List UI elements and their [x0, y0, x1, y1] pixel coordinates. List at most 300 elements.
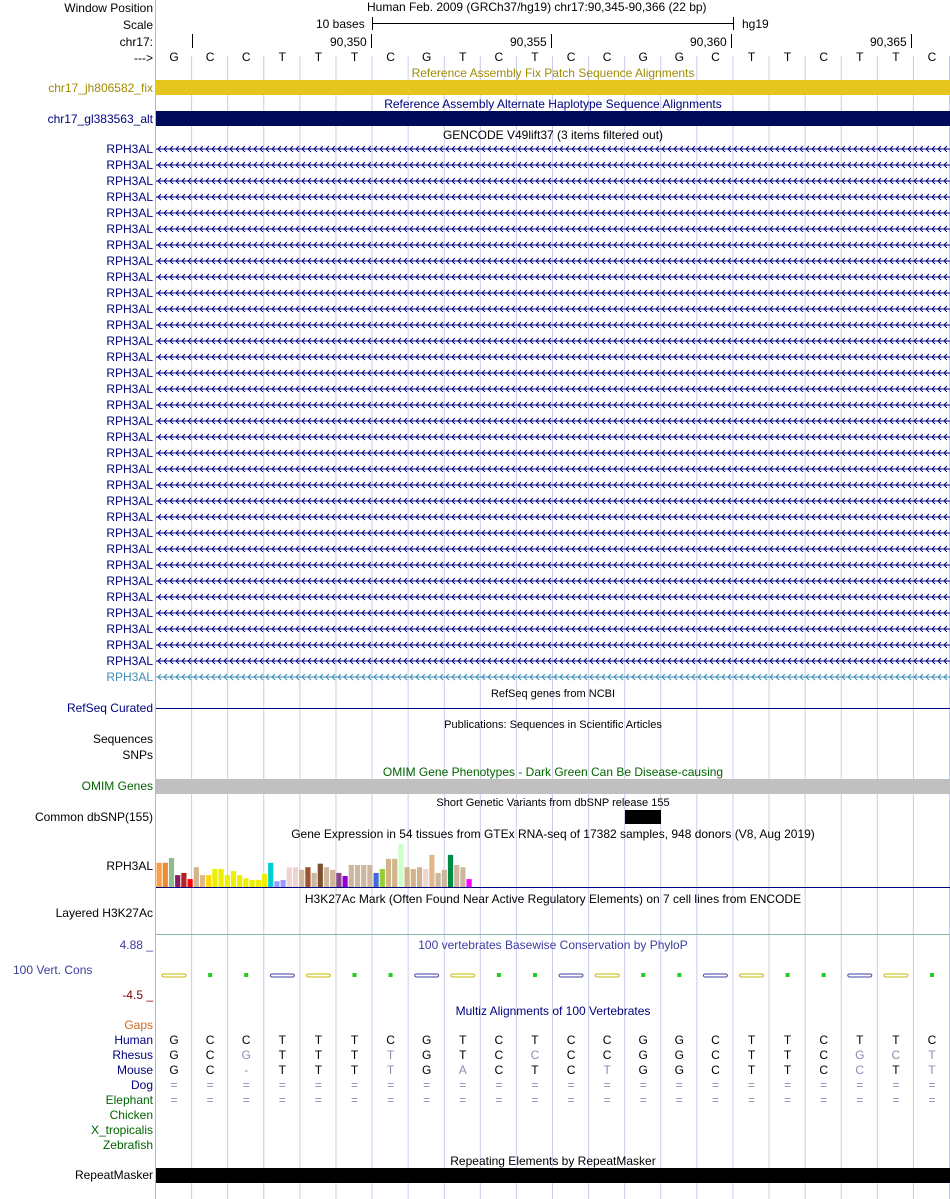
base-letter: T	[783, 50, 792, 64]
gencode-gene-label[interactable]: RPH3AL	[106, 670, 153, 684]
gencode-gene-label[interactable]: RPH3AL	[106, 574, 153, 588]
multiz-species-label[interactable]: Rhesus	[112, 1048, 153, 1062]
h3k27ac-track-title[interactable]: H3K27Ac Mark (Often Found Near Active Regulatory Elements) on 7 cell lines from ENCODE	[304, 892, 802, 906]
gencode-track-title[interactable]: GENCODE V49lift37 (3 items filtered out)	[442, 128, 664, 142]
multiz-base: =	[784, 1078, 792, 1092]
conservation-glyph	[703, 974, 727, 977]
gtex-tissue-bar[interactable]	[312, 873, 317, 887]
base-letter: G	[422, 50, 432, 64]
multiz-base: =	[928, 1078, 936, 1092]
gencode-gene-label[interactable]: RPH3AL	[106, 622, 153, 636]
multiz-base: T	[892, 1063, 900, 1077]
conservation-glyph	[848, 974, 872, 977]
publications-sequences-label[interactable]: Sequences	[92, 732, 153, 746]
gencode-gene-label[interactable]: RPH3AL	[106, 302, 153, 316]
base-letter: G	[638, 50, 648, 64]
multiz-species-label[interactable]: Zebrafish	[102, 1138, 153, 1152]
multiz-base: =	[278, 1093, 286, 1107]
gtex-tissue-bar[interactable]	[411, 869, 416, 887]
gtex-label[interactable]: RPH3AL	[106, 859, 153, 873]
scale-bar-left-cap	[372, 17, 373, 30]
multiz-base: G	[674, 1033, 684, 1047]
multiz-base: C	[819, 1048, 828, 1062]
gtex-tissue-bar[interactable]	[467, 879, 472, 887]
refseq-track-title[interactable]: RefSeq genes from NCBI	[490, 688, 616, 700]
omim-track-title[interactable]: OMIM Gene Phenotypes - Dark Green Can Be Disease-causing	[382, 765, 724, 779]
gencode-gene-label[interactable]: RPH3AL	[106, 366, 153, 380]
gencode-gene-label[interactable]: RPH3AL	[106, 478, 153, 492]
conservation-glyph	[677, 973, 681, 977]
multiz-base: =	[495, 1078, 503, 1092]
multiz-base: C	[241, 1033, 251, 1047]
gencode-transcript[interactable]	[156, 512, 950, 522]
multiz-base: T	[278, 1048, 286, 1062]
multiz-base: =	[170, 1078, 178, 1092]
conservation-glyph	[641, 973, 645, 977]
multiz-base: C	[602, 1048, 612, 1062]
multiz-base: C	[494, 1033, 504, 1047]
gencode-gene-label[interactable]: RPH3AL	[106, 270, 153, 284]
gtex-tissue-bar[interactable]	[287, 867, 292, 887]
repeatmasker-track-title[interactable]: Repeating Elements by RepeatMasker	[450, 1154, 656, 1168]
gencode-gene-label[interactable]: RPH3AL	[106, 206, 153, 220]
gencode-transcript[interactable]	[156, 544, 950, 554]
multiz-base: T	[278, 1063, 286, 1077]
gencode-transcript[interactable]	[156, 480, 950, 490]
gtex-tissue-bar[interactable]	[336, 873, 341, 887]
gencode-transcript[interactable]	[156, 272, 950, 282]
gtex-tissue-bar[interactable]	[343, 876, 348, 887]
conservation-glyph	[786, 973, 790, 977]
gtex-tissue-bar[interactable]	[417, 867, 422, 887]
gencode-gene-label[interactable]: RPH3AL	[106, 382, 153, 396]
gtex-tissue-bar[interactable]	[367, 865, 372, 887]
conservation-glyph	[353, 973, 357, 977]
base-letter: T	[278, 50, 286, 64]
gtex-tissue-bar[interactable]	[212, 869, 217, 887]
assembly-title[interactable]: Human Feb. 2009 (GRCh37/hg19) chr17:90,345-90,366 (22 bp)	[367, 0, 707, 14]
base-letter: T	[350, 50, 359, 64]
gtex-tissue-bar[interactable]	[448, 855, 453, 887]
gtex-tissue-bar[interactable]	[225, 875, 230, 887]
multiz-base: T	[350, 1048, 359, 1062]
multiz-base: G	[422, 1063, 432, 1077]
conservation-glyph	[559, 974, 583, 977]
conservation-glyph	[415, 974, 439, 977]
gtex-tissue-bar[interactable]	[429, 855, 434, 887]
gencode-transcript[interactable]	[156, 224, 950, 234]
gencode-transcript[interactable]	[156, 384, 950, 394]
multiz-base: T	[314, 1033, 323, 1047]
multiz-base: C	[566, 1048, 576, 1062]
gtex-tissue-bar[interactable]	[200, 875, 205, 887]
conservation-glyph	[595, 974, 619, 977]
gencode-gene-label[interactable]: RPH3AL	[106, 190, 153, 204]
conservation-glyph	[884, 974, 908, 977]
gencode-transcript[interactable]	[156, 256, 950, 266]
multiz-base: T	[747, 1033, 756, 1047]
multiz-base: T	[928, 1063, 936, 1077]
base-letter: C	[711, 50, 720, 64]
gtex-tissue-bar[interactable]	[231, 871, 236, 887]
gencode-gene-label[interactable]: RPH3AL	[106, 350, 153, 364]
gencode-transcript[interactable]	[156, 608, 950, 618]
gencode-transcript[interactable]	[156, 368, 950, 378]
multiz-base: =	[531, 1093, 539, 1107]
conservation-glyph	[930, 973, 934, 977]
conservation-glyph	[451, 974, 475, 977]
gencode-gene-label[interactable]: RPH3AL	[106, 174, 153, 188]
alt-haplotype-label[interactable]: chr17_gl383563_alt	[47, 112, 153, 126]
scale-bar-right-cap	[733, 17, 734, 30]
ruler-tick-label: 90,355	[510, 35, 547, 49]
gencode-transcript[interactable]	[156, 640, 950, 650]
multiz-base: T	[459, 1048, 467, 1062]
gencode-transcript[interactable]	[156, 592, 950, 602]
gencode-transcript[interactable]	[156, 208, 950, 218]
multiz-base: G	[638, 1048, 648, 1062]
conservation-graph[interactable]	[156, 968, 950, 988]
multiz-base: =	[242, 1078, 250, 1092]
gencode-transcript[interactable]	[156, 560, 950, 570]
multiz-base: C	[205, 1063, 215, 1077]
h3k27ac-signal	[156, 934, 950, 935]
multiz-species-label[interactable]: Elephant	[105, 1093, 153, 1107]
gencode-transcript[interactable]	[156, 288, 950, 298]
multiz-base: T	[892, 1033, 900, 1047]
dbsnp-variant[interactable]	[625, 810, 661, 824]
base-letter: T	[314, 50, 323, 64]
gencode-gene-label[interactable]: RPH3AL	[106, 222, 153, 236]
gencode-gene-label[interactable]: RPH3AL	[106, 318, 153, 332]
gtex-tissue-bar[interactable]	[349, 865, 354, 887]
gencode-gene-label[interactable]: RPH3AL	[106, 414, 153, 428]
multiz-species-label[interactable]: Mouse	[116, 1063, 153, 1077]
multiz-base: =	[856, 1093, 864, 1107]
multiz-base: A	[458, 1063, 467, 1077]
multiz-base: T	[314, 1048, 323, 1062]
gencode-gene-label[interactable]: RPH3AL	[106, 590, 153, 604]
multiz-base: =	[314, 1093, 322, 1107]
repeatmasker-label[interactable]: RepeatMasker	[74, 1168, 153, 1182]
h3k27ac-label[interactable]: Layered H3K27Ac	[55, 906, 153, 920]
base-letter: C	[494, 50, 504, 64]
gencode-transcript[interactable]	[156, 144, 950, 154]
gencode-transcript[interactable]	[156, 416, 950, 426]
gencode-transcript[interactable]	[156, 176, 950, 186]
gencode-gene-label[interactable]: RPH3AL	[106, 446, 153, 460]
refseq-label[interactable]: RefSeq Curated	[66, 701, 153, 715]
ruler-tick-label: 90,365	[870, 35, 907, 49]
multiz-base: =	[567, 1093, 575, 1107]
gtex-tissue-bar[interactable]	[237, 875, 242, 887]
gtex-tissue-bar[interactable]	[423, 869, 428, 887]
gtex-tissue-bar[interactable]	[324, 867, 329, 887]
alt-haplotype-bar[interactable]	[156, 111, 950, 126]
multiz-base: =	[350, 1093, 358, 1107]
base-letter: C	[927, 50, 937, 64]
multiz-base: C	[566, 1063, 576, 1077]
repeatmasker-bar[interactable]	[156, 1168, 950, 1183]
conservation-max-label: 4.88 _	[119, 938, 153, 952]
gencode-transcript[interactable]	[156, 528, 950, 538]
gtex-tissue-bar[interactable]	[243, 878, 248, 887]
multiz-base: =	[387, 1078, 395, 1092]
gencode-gene-label[interactable]: RPH3AL	[106, 638, 153, 652]
gencode-transcript[interactable]	[156, 672, 950, 682]
multiz-base: =	[711, 1093, 719, 1107]
gencode-gene-label[interactable]: RPH3AL	[106, 158, 153, 172]
gtex-tissue-bar[interactable]	[392, 859, 397, 887]
multiz-base: =	[531, 1078, 539, 1092]
base-letter: C	[386, 50, 395, 64]
base-letter: G	[674, 50, 684, 64]
conservation-glyph	[162, 974, 186, 977]
gtex-tissue-bar[interactable]	[442, 870, 447, 887]
conservation-glyph	[497, 973, 501, 977]
omim-bar[interactable]	[156, 779, 950, 794]
gencode-gene-label[interactable]: RPH3AL	[106, 462, 153, 476]
multiz-base: T	[314, 1063, 323, 1077]
gencode-gene-label[interactable]: RPH3AL	[106, 494, 153, 508]
chrom-label: chr17:	[119, 35, 153, 49]
multiz-base: T	[747, 1048, 756, 1062]
gencode-gene-label[interactable]: RPH3AL	[106, 526, 153, 540]
multiz-base: T	[459, 1033, 467, 1047]
multiz-base: T	[928, 1048, 936, 1062]
gtex-tissue-bar[interactable]	[355, 865, 360, 887]
multiz-species-label[interactable]: X_tropicalis	[90, 1123, 153, 1137]
multiz-species-label[interactable]: Human	[114, 1033, 153, 1047]
gencode-gene-label[interactable]: RPH3AL	[106, 430, 153, 444]
multiz-base: =	[603, 1078, 611, 1092]
gtex-tissue-bar[interactable]	[175, 875, 180, 887]
multiz-base: G	[422, 1048, 432, 1062]
ruler-tick	[192, 34, 193, 48]
multiz-base: C	[602, 1033, 612, 1047]
multiz-base: G	[855, 1048, 865, 1062]
multiz-base: =	[820, 1093, 828, 1107]
gencode-gene-label[interactable]: RPH3AL	[106, 558, 153, 572]
dbsnp-label[interactable]: Common dbSNP(155)	[34, 810, 153, 824]
multiz-base: G	[638, 1063, 648, 1077]
multiz-base: =	[675, 1078, 683, 1092]
multiz-base: =	[206, 1093, 214, 1107]
multiz-base: G	[674, 1063, 684, 1077]
gtex-tissue-bar[interactable]	[386, 859, 391, 887]
gencode-transcript[interactable]	[156, 464, 950, 474]
ruler-tick	[551, 34, 552, 48]
multiz-base: C	[494, 1048, 504, 1062]
strand-label: --->	[134, 51, 153, 65]
multiz-base: =	[784, 1093, 792, 1107]
base-letter: T	[856, 50, 864, 64]
conservation-glyph	[822, 973, 826, 977]
gencode-gene-label[interactable]: RPH3AL	[106, 286, 153, 300]
gencode-transcript[interactable]	[156, 656, 950, 666]
conservation-track-title[interactable]: 100 vertebrates Basewise Conservation by PhyloP	[418, 938, 688, 952]
gtex-tissue-bar[interactable]	[380, 869, 385, 887]
gencode-transcript[interactable]	[156, 432, 950, 442]
gencode-gene-label[interactable]: RPH3AL	[106, 654, 153, 668]
multiz-base: =	[459, 1093, 467, 1107]
gtex-tissue-bar[interactable]	[262, 874, 267, 887]
multiz-base: =	[387, 1093, 395, 1107]
fix-patch-label[interactable]: chr17_jh806582_fix	[48, 81, 153, 95]
multiz-base: T	[783, 1063, 792, 1077]
gtex-tissue-bar[interactable]	[169, 858, 174, 887]
gtex-bar-chart[interactable]	[156, 842, 950, 888]
multiz-base: =	[314, 1078, 322, 1092]
base-letter: T	[747, 50, 756, 64]
multiz-base: C	[494, 1063, 504, 1077]
multiz-base: =	[423, 1078, 431, 1092]
multiz-base: C	[386, 1033, 395, 1047]
multiz-base: =	[747, 1093, 755, 1107]
multiz-base: T	[278, 1033, 286, 1047]
gencode-transcript[interactable]	[156, 336, 950, 346]
alt-haplotype-track-title[interactable]: Reference Assembly Alternate Haplotype Sequence Alignments	[384, 97, 722, 111]
base-letter: C	[566, 50, 576, 64]
multiz-base: C	[711, 1063, 720, 1077]
ruler-tick-label: 90,350	[330, 35, 367, 49]
gencode-gene-label[interactable]: RPH3AL	[106, 142, 153, 156]
gencode-transcript[interactable]	[156, 496, 950, 506]
multiz-base: =	[567, 1078, 575, 1092]
gencode-gene-label[interactable]: RPH3AL	[106, 254, 153, 268]
gencode-gene-label[interactable]: RPH3AL	[106, 510, 153, 524]
conservation-glyph	[270, 974, 294, 977]
fix-patch-track-title[interactable]: Reference Assembly Fix Patch Sequence Alignments	[411, 66, 695, 80]
base-letter: C	[602, 50, 612, 64]
gtex-tissue-bar[interactable]	[163, 863, 168, 887]
gencode-transcript[interactable]	[156, 400, 950, 410]
window-position-label: Window Position	[64, 1, 153, 15]
gencode-transcript[interactable]	[156, 240, 950, 250]
conservation-glyph	[389, 973, 393, 977]
gencode-gene-label[interactable]: RPH3AL	[106, 606, 153, 620]
publications-track-title[interactable]: Publications: Sequences in Scientific Articles	[444, 719, 662, 731]
multiz-base: =	[639, 1078, 647, 1092]
multiz-base: C	[891, 1048, 901, 1062]
gencode-transcript[interactable]	[156, 160, 950, 170]
gtex-tissue-bar[interactable]	[436, 873, 441, 887]
gtex-baseline	[156, 887, 950, 888]
multiz-base: C	[711, 1033, 720, 1047]
gtex-tissue-bar[interactable]	[405, 867, 410, 887]
gtex-tissue-bar[interactable]	[374, 873, 379, 887]
refseq-intron-line[interactable]	[156, 708, 950, 709]
gencode-gene-label[interactable]: RPH3AL	[106, 238, 153, 252]
gencode-transcript[interactable]	[156, 448, 950, 458]
multiz-base: G	[169, 1063, 179, 1077]
multiz-base: =	[350, 1078, 358, 1092]
gtex-tissue-bar[interactable]	[299, 870, 304, 887]
publications-snps-label[interactable]: SNPs	[122, 748, 153, 762]
gtex-tissue-bar[interactable]	[268, 863, 273, 887]
gtex-tissue-bar[interactable]	[293, 867, 298, 887]
multiz-base: C	[711, 1048, 720, 1062]
fix-patch-bar[interactable]	[156, 80, 950, 95]
assembly-name: hg19	[742, 17, 769, 31]
gencode-transcript[interactable]	[156, 192, 950, 202]
gtex-tissue-bar[interactable]	[157, 863, 162, 887]
multiz-species-label[interactable]: Chicken	[109, 1108, 153, 1122]
gencode-gene-label[interactable]: RPH3AL	[106, 334, 153, 348]
gtex-tissue-bar[interactable]	[181, 873, 186, 887]
multiz-species-label[interactable]: Dog	[130, 1078, 153, 1092]
dbsnp-track-title[interactable]: Short Genetic Variants from dbSNP release 155	[436, 797, 670, 809]
gencode-transcript[interactable]	[156, 320, 950, 330]
scale-bar	[372, 23, 733, 24]
gtex-track-title[interactable]: Gene Expression in 54 tissues from GTEx RNA-seq of 17382 samples, 948 donors (V8, Aug 2019)	[291, 827, 815, 841]
multiz-base: =	[206, 1078, 214, 1092]
base-letter: G	[169, 50, 179, 64]
multiz-base: G	[169, 1048, 179, 1062]
multiz-base: C	[927, 1033, 937, 1047]
conservation-glyph	[208, 973, 212, 977]
gencode-transcript[interactable]	[156, 352, 950, 362]
gencode-transcript[interactable]	[156, 576, 950, 586]
scale-label: Scale	[122, 18, 153, 32]
multiz-base: T	[386, 1048, 395, 1062]
gtex-tissue-bar[interactable]	[206, 875, 211, 887]
gtex-tissue-bar[interactable]	[361, 865, 366, 887]
multiz-base: =	[928, 1093, 936, 1107]
multiz-track-title[interactable]: Multiz Alignments of 100 Vertebrates	[455, 1004, 651, 1018]
multiz-base: =	[747, 1078, 755, 1092]
gencode-gene-label[interactable]: RPH3AL	[106, 542, 153, 556]
gencode-transcript[interactable]	[156, 304, 950, 314]
gtex-tissue-bar[interactable]	[250, 880, 255, 887]
multiz-base: =	[423, 1093, 431, 1107]
gtex-tissue-bar[interactable]	[219, 869, 224, 887]
gtex-tissue-bar[interactable]	[188, 879, 193, 887]
ruler-tick	[911, 34, 912, 48]
multiz-base: C	[819, 1033, 828, 1047]
gtex-tissue-bar[interactable]	[194, 867, 199, 887]
multiz-base: T	[856, 1033, 864, 1047]
multiz-base: T	[783, 1033, 792, 1047]
multiz-base: G	[638, 1033, 648, 1047]
multiz-base: C	[530, 1048, 540, 1062]
gtex-tissue-bar[interactable]	[256, 880, 261, 887]
multiz-base: =	[278, 1078, 286, 1092]
ruler-tick	[731, 34, 732, 48]
base-letter: C	[241, 50, 251, 64]
gtex-tissue-bar[interactable]	[318, 864, 323, 887]
gtex-tissue-bar[interactable]	[454, 865, 459, 887]
omim-label[interactable]: OMIM Genes	[81, 779, 153, 793]
gtex-tissue-bar[interactable]	[281, 880, 286, 887]
multiz-base: G	[422, 1033, 432, 1047]
gencode-gene-label[interactable]: RPH3AL	[106, 398, 153, 412]
multiz-base: =	[892, 1093, 900, 1107]
gtex-tissue-bar[interactable]	[330, 870, 335, 887]
multiz-base: =	[170, 1093, 178, 1107]
ruler-tick	[371, 34, 372, 48]
base-letter: C	[205, 50, 215, 64]
conservation-label[interactable]: 100 Vert. Cons	[13, 963, 93, 977]
gtex-tissue-bar[interactable]	[460, 867, 465, 887]
gtex-tissue-bar[interactable]	[305, 867, 310, 887]
multiz-base: =	[459, 1078, 467, 1092]
multiz-base: C	[855, 1063, 865, 1077]
gencode-transcript[interactable]	[156, 624, 950, 634]
gtex-tissue-bar[interactable]	[398, 844, 403, 887]
multiz-base: G	[674, 1048, 684, 1062]
multiz-base: =	[820, 1078, 828, 1092]
